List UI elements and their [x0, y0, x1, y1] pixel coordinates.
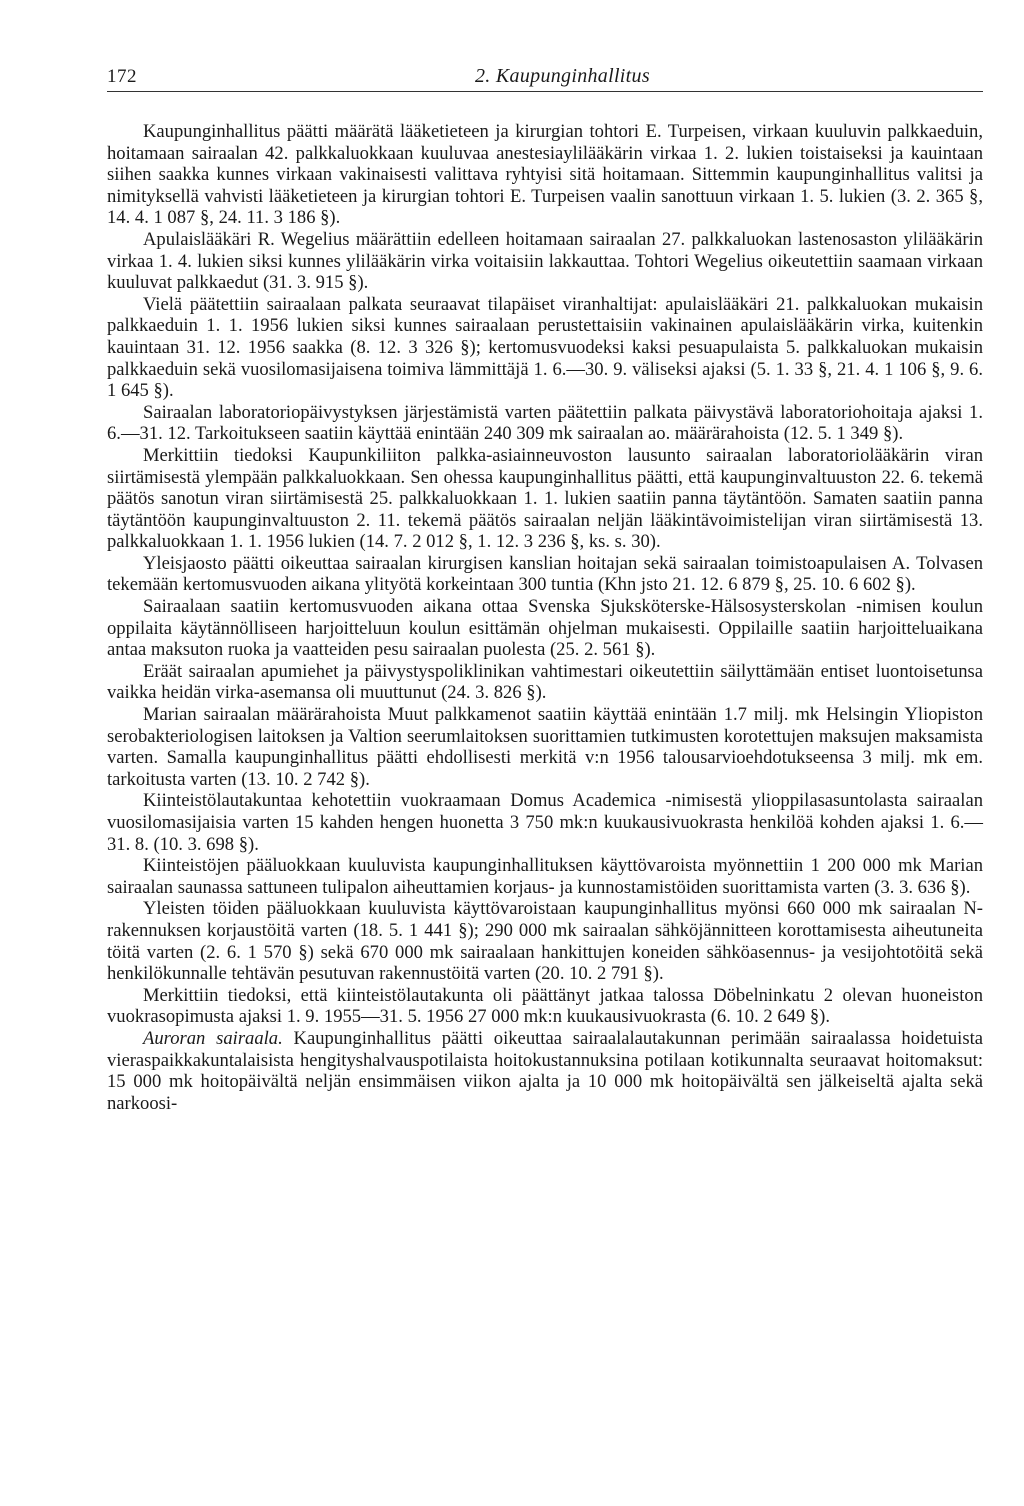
- paragraph-text: Yleisjaosto päätti oikeuttaa sairaalan kirurgisen kanslian hoitajan sekä sairaalan toimistoapulaisen A. Tolvasen tekemään kertomusvuoden aikana ylityötä korkeintaan 300 tuntia (Khn jsto 21. 12. 6 879 §, 25. 10. 6 602 §).: [107, 552, 983, 596]
- paragraph-text: Apulaislääkäri R. Wegelius määrättiin edelleen hoitamaan sairaalan 27. palkkaluokan lastenosaston ylilääkärin virkaa 1. 4. lukien siksi kunnes ylilääkärin virka voitaisiin lakkauttaa. Tohtori Wegelius oikeutettiin saamaan virkaan kuuluvat palkkaedut (31. 3. 915 §).: [107, 228, 983, 294]
- paragraph-text: Kaupunginhallitus päätti määrätä lääketieteen ja kirurgian tohtori E. Turpeisen, virkaan kuuluvin palkkaeduin, hoitamaan sairaalan 42. palkkaluokkaan kuuluvaa anestesiaylilääkärin virkaa 1. 2. lukien toistaiseksi ja kauintaan siihen saakka kunnes virkaan vakinaisesti valittava ryhtyisi sitä hoitamaan. Sittemmin kaupunginhallitus valitsi ja nimityksellä vahvisti lääketieteen ja kirurgian tohtori E. Turpeisen vaalin sanottuun virkaan 1. 5. lukien (3. 2. 365 §, 14. 4. 1 087 §, 24. 11. 3 186 §).: [107, 121, 983, 229]
- paragraph-text: Yleisten töiden pääluokkaan kuuluvista käyttövaroistaan kaupunginhallitus myönsi 660 000 mk sairaalan N-rakennuksen korjaustöitä varten (18. 5. 1 441 §); 290 000 mk sairaalan sähköjännitteen korottamisesta aiheutuneita töitä varten (2. 6. 1 570 §) sekä 670 000 mk sairaalaan hankittujen koneiden sähköasennus- ja vesijohtotöitä sekä henkilökunnalle tehtävän pesutuvan rakennustöitä varten (20. 10. 2 791 §).: [107, 898, 983, 985]
- paragraph: [107, 229, 983, 294]
- paragraph: [107, 596, 983, 661]
- paragraph: [107, 661, 983, 704]
- paragraph-text: Marian sairaalan määrärahoista Muut palkkamenot saatiin käyttää enintään 1.7 milj. mk Helsingin Yliopiston serobakteriologisen laitoksen ja Valtion seerumlaitoksen suorittamien tutkimusten korotettujen maksujen maksamista varten. Samalla kaupunginhallitus päätti ehdollisesti merkitä v:n 1956 talousarvioehdotukseensa 3 milj. mk em. tarkoitusta varten (13. 10. 2 742 §).: [107, 704, 983, 790]
- paragraph: [107, 445, 983, 553]
- paragraph-text: Kiinteistölautakuntaa kehotettiin vuokraamaan Domus Academica -nimisestä ylioppilasasuntolasta sairaalan vuosilomasijaisia varten 15 kahden hengen huonetta 3 750 mk:n kuukausivuokrasta henkilöä kohden ajaksi 1. 6.—31. 8. (10. 3. 698 §).: [107, 790, 983, 855]
- paragraph: [107, 898, 983, 984]
- paragraph: [107, 1028, 983, 1114]
- page-header: [107, 58, 983, 92]
- paragraph-text: Eräät sairaalan apumiehet ja päivystyspoliklinikan vahtimestari oikeutettiin säilyttämään entiset luontoisetunsa vaikka heidän virka-asemansa oli muuttunut (24. 3. 826 §).: [107, 660, 983, 704]
- paragraph: [107, 402, 983, 445]
- paragraph: [107, 855, 983, 898]
- paragraph-text: Merkittiin tiedoksi, että kiinteistölautakunta oli päättänyt jatkaa talossa Döbelninkatu 2 olevan huoneiston vuokrasopimusta ajaksi 1. 9. 1955—31. 5. 1956 27 000 mk:n kuukausivuokrasta (6. 10. 2 649 §).: [107, 984, 983, 1028]
- paragraph: [107, 294, 983, 402]
- running-title: 2. Kaupunginhallitus: [475, 65, 650, 87]
- paragraph-text: Sairaalaan saatiin kertomusvuoden aikana ottaa Svenska Sjuksköterske-Hälsosysterskolan -nimisen koulun oppilaita käytännölliseen harjoitteluun koulun esittämän ohjelman mukaisesti. Oppilaille saatiin harjoitteluaikana antaa maksuton ruoka ja vaatteiden pesu sairaalan puolesta (25. 2. 561 §).: [107, 596, 983, 661]
- paragraph: [107, 985, 983, 1028]
- paragraph: [107, 790, 983, 855]
- header-rule: [107, 91, 983, 92]
- paragraph: [107, 704, 983, 790]
- paragraph-text: Merkittiin tiedoksi Kaupunkiliiton palkka-asiainneuvoston lausunto sairaalan laboratoriolääkärin viran siirtämisestä ylempään palkkaluokkaan. Sen ohessa kaupunginhallitus päätti, että kaupunginvaltuuston 22. 6. tekemä päätös sanotun viran siirtämisestä 25. palkkaluokkaan 1. 1. lukien saatiin panna täytäntöön. Samaten saatiin panna täytäntöön kaupunginvaltuuston 2. 11. tekemä päätös sairaalan neljän lääkintävoimistelijan viran siirtämisestä 13. palkkaluokkaan 1. 1. 1956 lukien (14. 7. 2 012 §, 1. 12. 3 236 §, ks. s. 30).: [107, 444, 983, 553]
- paragraph-lead: Auroran sairaala.: [143, 1027, 283, 1049]
- paragraph-text: Sairaalan laboratoriopäivystyksen järjestämistä varten päätettiin palkata päivystävä laboratoriohoitaja ajaksi 1. 6.—31. 12. Tarkoitukseen saatiin käyttää enintään 240 309 mk sairaalan ao. määrärahoista (12. 5. 1 349 §).: [107, 401, 983, 445]
- page-number: 172: [107, 66, 137, 87]
- paragraph: [107, 121, 983, 229]
- paragraph-text: Kaupunginhallitus päätti oikeuttaa sairaalalautakunnan perimään sairaalassa hoidetuista vieraspaikkakuntalaisista hengityshalvauspotilaista hoitokustannuksina potilaan kotikunnalta seuraavat hoitomaksut: 15 000 mk hoitopäivältä neljän ensimmäisen viikon ajalta ja 10 000 mk hoitopäivältä sen jälkeiseltä ajalta sekä narkoosi-: [107, 1027, 983, 1114]
- paragraph-text: Vielä päätettiin sairaalaan palkata seuraavat tilapäiset viranhaltijat: apulaislääkäri 21. palkkaluokan mukaisin palkkaeduin 1. 1. 1956 lukien siksi kunnes sairaalaan perustettaisiin vakinainen apulaislääkärin virka, kuitenkin kauintaan 31. 12. 1956 saakka (8. 12. 3 326 §); kertomusvuodeksi kaksi pesuapulaista 5. palkkaluokan mukaisin palkkaeduin sekä vuosilomasijaisena toimiva lämmittäjä 1. 6.—30. 9. väliseksi ajaksi (5. 1. 33 §, 21. 4. 1 106 §, 9. 6. 1 645 §).: [107, 293, 983, 402]
- body-text: [107, 121, 983, 1114]
- paragraph: [107, 553, 983, 596]
- paragraph-text: Kiinteistöjen pääluokkaan kuuluvista kaupunginhallituksen käyttövaroista myönnettiin 1 200 000 mk Marian sairaalan saunassa sattuneen tulipalon aiheuttamien korjaus- ja kunnostamistöiden suorittamista varten (3. 3. 636 §).: [107, 855, 983, 898]
